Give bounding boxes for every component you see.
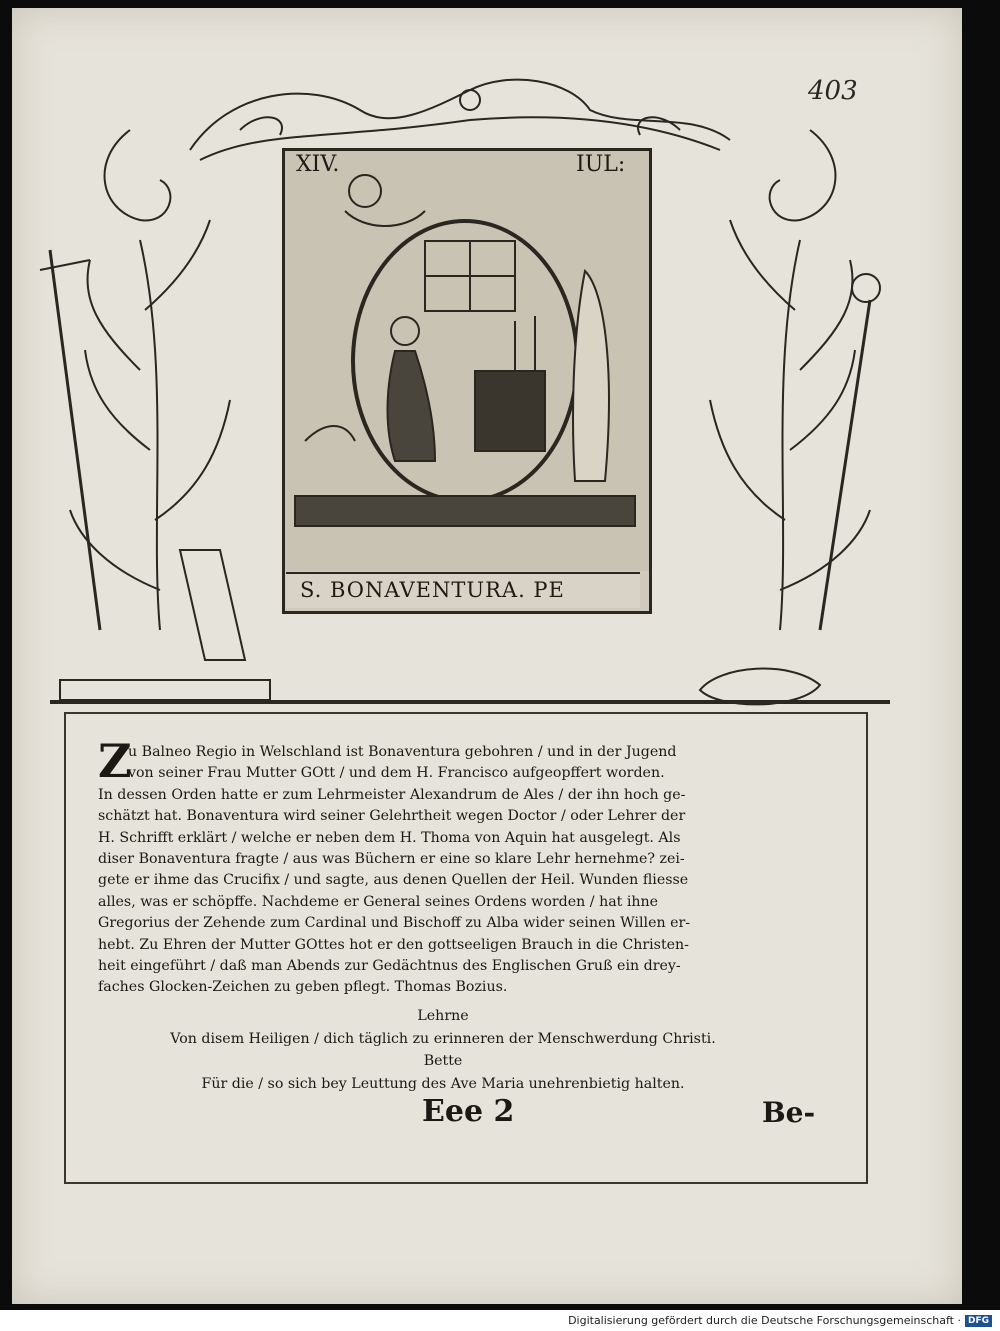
bette-text: Für die / so sich bey Leuttung des Ave Maria unehrenbietig halten. [201,1076,685,1092]
text-line: Gregorius der Zehende zum Cardinal und Bischoff zu Alba wider seinen Willen er- [98,915,691,932]
footer-text: Digitalisierung gefördert durch die Deutsche Forschungsgemeinschaft · [568,1314,961,1327]
text-line: faches Glocken-Zeichen zu geben pflegt. Thomas Bozius. [98,979,508,996]
lehrne-text: Von disem Heiligen / dich täglich zu erinneren der Menschwerdung Christi. [170,1031,716,1047]
dfg-logo: DFG [965,1315,992,1327]
text-line: von seiner Frau Mutter GOtt / und dem H. Francisco aufgeopffert worden. [128,765,665,782]
body-text [98,742,788,999]
footer-credit [568,1314,992,1327]
plate-day-label: XIV. [296,152,340,177]
bette-heading: Bette [423,1053,463,1069]
plate-caption: S. BONAVENTURA. PE [300,578,565,602]
plate-month-label: IUL: [576,152,626,177]
text-line: H. Schrifft erklärt / welche er neben dem H. Thoma von Aquin hat ausgelegt. Als [98,829,681,846]
text-line: u Balneo Regio in Welschland ist Bonaventura gebohren / und in der Jugend [128,744,677,760]
signature-mark: Eee 2 [422,1094,515,1129]
text-line: gete er ihme das Crucifix / und sagte, aus denen Quellen der Heil. Wunden fliesse [98,872,689,889]
text-line: schätzt hat. Bonaventura wird seiner Gelehrtheit wegen Doctor / oder Lehrer der [98,808,686,825]
text-line: diser Bonaventura fragte / aus was Büchern er eine so klare Lehr hernehme? zei- [98,851,685,868]
text-line: hebt. Zu Ehren der Mutter GOttes hot er den gottseeligen Brauch in die Christen- [98,936,689,953]
text-line: alles, was er schöpffe. Nachdeme er General seines Ordens worden / hat ihne [98,893,659,910]
lehrne-heading: Lehrne [417,1008,469,1024]
engraving-plate [282,148,652,614]
text-line: heit eingeführt / daß man Abends zur Gedächtnus des Englischen Gruß ein drey- [98,958,681,975]
catchword: Be- [762,1096,816,1129]
saint-engraving-illustration [285,151,649,571]
drop-capital: Z [98,734,132,788]
text-line: In dessen Orden hatte er zum Lehrmeister Alexandrum de Ales / der ihn hoch ge- [98,786,686,803]
page-number: 403 [808,76,858,106]
